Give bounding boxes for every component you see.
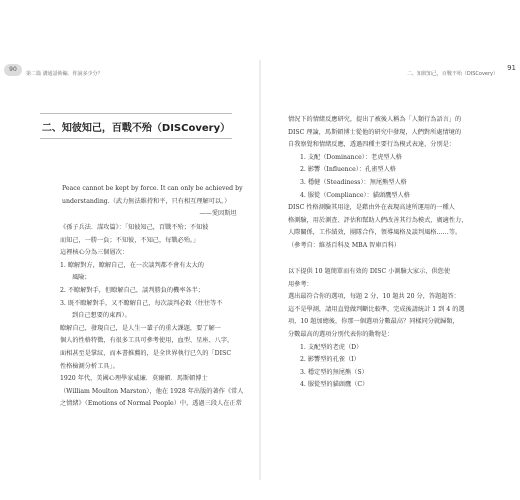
body-line: DISC 理論，馬斯頓博士從他的研究中發現，人們對所處情境的 bbox=[288, 128, 462, 136]
left-body-text bbox=[60, 222, 243, 411]
body-line: 性格檢測分析工具」。 bbox=[60, 362, 119, 370]
body-line: 而知己，一勝一負；不知彼，不知己，每戰必殆。」 bbox=[60, 236, 200, 244]
right-page bbox=[260, 0, 520, 500]
quote-attribution: ——愛因斯坦 bbox=[199, 210, 237, 218]
right-body-text-2 bbox=[288, 266, 465, 392]
body-line: （參考自：維基百科及 MBA 智庫百科） bbox=[288, 241, 401, 249]
body-line: 人際關係，工作績效，團隊合作，領導風格及談判風格……等。 bbox=[288, 229, 462, 237]
body-line: 2. 影響（Influence）：孔雀型人格 bbox=[300, 166, 396, 174]
body-line: 1. 支配型的老虎（D） bbox=[300, 343, 363, 351]
body-line: 4. 服從（Compliance）：貓頭鷹型人格 bbox=[300, 191, 410, 199]
body-line: 3. 穩定型的無尾熊（S） bbox=[300, 368, 368, 376]
body-line: 用參考： bbox=[288, 280, 313, 288]
body-line: 自我察覺和情緒反應，透過四種主要行為模式表達，分別是： bbox=[288, 141, 456, 149]
body-line: 風險； bbox=[72, 274, 91, 282]
body-line: （William Moulton Marston），他在 1928 年出版的著作《常人 bbox=[60, 387, 244, 395]
body-line: 1. 支配（Dominance）：老虎型人格 bbox=[300, 153, 402, 161]
body-line: 《孫子兵法．謀攻篇》：「知彼知己，百戰不殆；不知彼 bbox=[60, 224, 209, 231]
body-line: 2. 不瞭解對手，但瞭解自己，談判勝負的機率各半； bbox=[60, 286, 204, 294]
body-line: 到自己想要的東西）。 bbox=[72, 312, 131, 320]
right-body-text bbox=[288, 114, 467, 253]
body-line: 4. 服從型的貓頭鷹（C） bbox=[300, 381, 369, 389]
body-line: 項，10 題加總後，你那一個選項分數最高？同樣同分就歸類， bbox=[288, 318, 459, 326]
right-page-number: 91 bbox=[507, 64, 516, 72]
left-page-number: 90 bbox=[4, 64, 22, 76]
body-line: 面相甚至是掌紋，而本書推薦的，是全世界執行已久的「DISC bbox=[60, 349, 232, 357]
quote-line: Peace cannot be kept by force. It can only be achieved by bbox=[62, 185, 243, 192]
body-line: 2. 影響型的孔雀（I） bbox=[300, 356, 360, 364]
right-running-header: 二、知彼知己，百戰不殆（DISCovery） bbox=[406, 71, 498, 77]
left-running-header: 第二篇 溝通話術編．你說多少分？ bbox=[26, 71, 103, 77]
epigraph bbox=[62, 183, 243, 221]
body-line: 3. 既不瞭解對手，又不瞭解自己，每次談判必敗（往往等不 bbox=[60, 299, 223, 307]
body-line: 1920 年代，美國心理學家威廉．莫爾頓．馬斯頓博士 bbox=[60, 375, 208, 383]
chapter-title: 二、知彼知己，百戰不殆（DISCovery） bbox=[41, 123, 231, 134]
chapter-title-box bbox=[40, 113, 232, 139]
body-line: 格測驗，用於測查、評估和幫助人們改善其行為模式，廣適性力， bbox=[288, 216, 468, 224]
body-line: DISC 性格測驗其用途，是藉由外在表現高速所運用的一種人 bbox=[288, 204, 455, 212]
body-line: 這不是學測，請用直覺做判斷比較準，完成後請統計 1 到 4 的選 bbox=[288, 305, 465, 313]
body-line: 之情緒》（Emotions of Normal People）中，透過三段人在正常 bbox=[60, 400, 242, 408]
body-line: 以下提供 10 題簡單而有效的 DISC 小測驗大家示，供您使 bbox=[288, 268, 451, 275]
body-line: 3. 穩健（Steadiness）：無尾熊型人格 bbox=[300, 178, 407, 186]
body-line: 個人的性格特徵，有很多工具可參考使用，血型、星座、八字， bbox=[60, 337, 234, 345]
body-line: 選出最符合你的選項，每題 2 分，10 題共 20 分，答題題答： bbox=[288, 293, 460, 301]
body-line: 1. 瞭解對方，瞭解自己，在一次談判都不會有太大的 bbox=[60, 261, 204, 269]
quote-line: understanding.（武力無法維持和平，只有相互理解可以。） bbox=[62, 197, 231, 205]
body-line: 情況下的情緒反應研究，提出了被後人稱為「人類行為語言」的 bbox=[288, 116, 462, 123]
body-line: 這裡核心分為三個層次： bbox=[60, 249, 129, 257]
body-line: 瞭解自己，發現自己，是人生一輩子的重大課題，要了解一 bbox=[60, 324, 221, 332]
body-line: 分數最高的選項分別代表你的動物是： bbox=[288, 330, 394, 338]
